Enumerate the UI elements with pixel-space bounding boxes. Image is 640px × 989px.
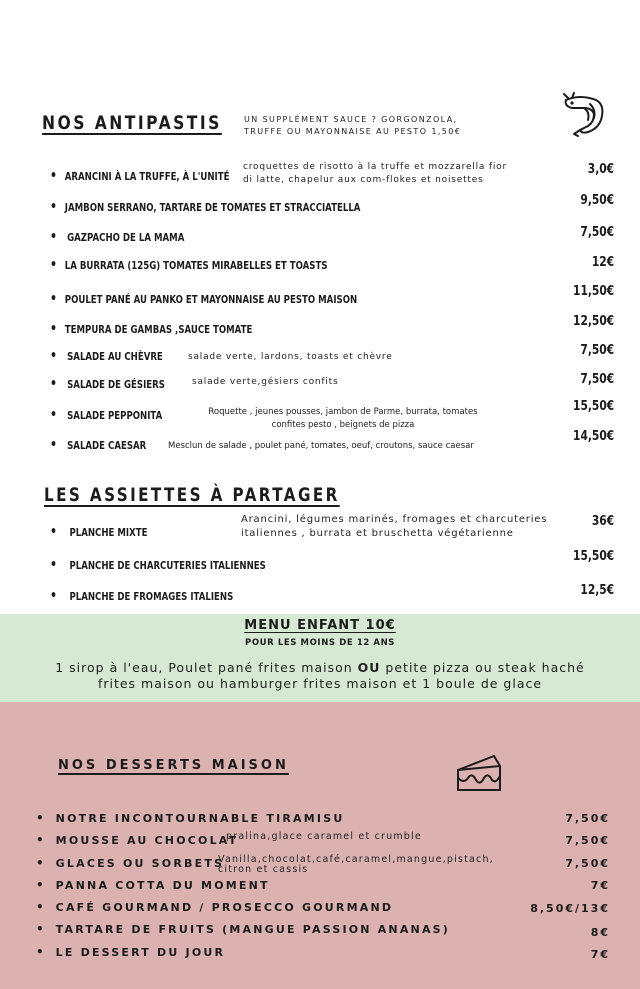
- antipasti-item: • ARANCINI À LA TRUFFE, À L'UNITÉ: [50, 168, 230, 184]
- dessert-price: 7€: [590, 879, 610, 892]
- assiette-item: • PLANCHE DE CHARCUTERIES ITALIENNES: [50, 557, 266, 573]
- desserts-title: NOS DESSERTS MAISON: [58, 758, 289, 773]
- antipastis-supplement-note: [244, 114, 461, 138]
- antipasti-price: 15,50€: [572, 399, 614, 414]
- dessert-item: • NOTRE INCONTOURNABLE TIRAMISU: [36, 811, 345, 825]
- antipasti-item: • JAMBON SERRANO, TARTARE DE TOMATES ET STRACCIATELLA: [50, 199, 361, 215]
- dessert-price: 7,50€: [565, 857, 610, 870]
- antipasti-item: • TEMPURA DE GAMBAS ,SAUCE TOMATE: [50, 321, 253, 337]
- menu-enfant-description: 1 sirop à l'eau, Poulet pané frites maison OU petite pizza ou steak haché frites maison ou hamburger frites maison et 1 boule de glace: [55, 660, 585, 691]
- dessert-item: • PANNA COTTA DU MOMENT: [36, 878, 270, 892]
- assiette-item: • PLANCHE MIXTE: [50, 524, 148, 540]
- dessert-desc: Vanilla,chocolat,café,caramel,mangue,pistach, citron et cassis: [218, 854, 494, 875]
- assiette-desc: Arancini, légumes marinés, fromages et charcuteries italiennes , burrata et bruschetta végétarienne: [241, 514, 548, 539]
- assiette-price: 36€: [591, 514, 614, 529]
- cake-slice-icon: [454, 752, 504, 796]
- antipastis-title: NOS ANTIPASTIS: [42, 112, 222, 134]
- antipasti-item: • LA BURRATA (125G) TOMATES MIRABELLES ET TOASTS: [50, 257, 328, 273]
- supplement-note-line2: TRUFFE OU MAYONNAISE AU PESTO 1,50€: [244, 127, 462, 136]
- dessert-item: • GLACES OU SORBETS: [36, 856, 225, 870]
- menu-enfant-title: MENU ENFANT 10€: [244, 618, 396, 633]
- antipasti-price: 7,50€: [580, 343, 614, 358]
- dessert-item: • CAFÉ GOURMAND / PROSECCO GOURMAND: [36, 900, 394, 914]
- antipasti-item: • SALADE PEPPONITA: [50, 407, 163, 423]
- dessert-price: 7,50€: [565, 834, 610, 847]
- antipasti-price: 11,50€: [572, 284, 614, 299]
- antipasti-desc: Mesclun de salade , poulet pané, tomates, oeuf, croutons, sauce caesar: [168, 441, 474, 451]
- antipasti-desc: salade verte,gésiers confits: [192, 377, 339, 387]
- antipasti-item: • SALADE AU CHÈVRE: [50, 348, 163, 364]
- dessert-price: 8€: [590, 926, 610, 939]
- assiette-item: • PLANCHE DE FROMAGES ITALIENS: [50, 588, 234, 604]
- menu-enfant-subtitle: POUR LES MOINS DE 12 ANS: [244, 638, 396, 648]
- antipasti-price: 12€: [591, 255, 614, 270]
- dessert-desc: pralina,glace caramel et crumble: [226, 831, 422, 842]
- dessert-item: • LE DESSERT DU JOUR: [36, 945, 226, 959]
- antipasti-price: 7,50€: [580, 372, 614, 387]
- antipasti-price: 3,0€: [587, 162, 614, 177]
- antipasti-item: • SALADE DE GÉSIERS: [50, 376, 165, 392]
- antipasti-desc: salade verte, lardons, toasts et chèvre: [188, 352, 393, 362]
- antipasti-item: • POULET PANÉ AU PANKO ET MAYONNAISE AU PESTO MAISON: [50, 291, 358, 307]
- dessert-price: 7€: [590, 948, 610, 961]
- antipasti-desc: croquettes de risotto à la truffe et mozzarella fior di latte, chapelur aux com-flokes et noisettes: [243, 162, 507, 185]
- antipasti-price: 12,50€: [572, 314, 614, 329]
- antipasti-price: 14,50€: [572, 429, 614, 444]
- dessert-price: 7,50€: [565, 812, 610, 825]
- shrimp-icon: [560, 92, 608, 138]
- antipasti-price: 9,50€: [580, 193, 614, 208]
- assiettes-title: LES ASSIETTES À PARTAGER: [44, 484, 340, 506]
- antipasti-item: • SALADE CAESAR: [50, 437, 147, 453]
- antipasti-item: • GAZPACHO DE LA MAMA: [50, 229, 185, 245]
- dessert-price: 8,50€/13€: [530, 902, 610, 915]
- antipasti-desc: Roquette , jeunes pousses, jambon de Parme, burrata, tomates confites pesto , beignets de pizza: [208, 407, 478, 430]
- assiette-price: 15,50€: [572, 549, 614, 564]
- dessert-item: • MOUSSE AU CHOCOLAT: [36, 833, 239, 847]
- assiette-price: 12,5€: [580, 583, 614, 598]
- antipasti-price: 7,50€: [580, 225, 614, 240]
- supplement-note-line1: UN SUPPLÉMENT SAUCE ? GORGONZOLA,: [244, 115, 458, 124]
- dessert-item: • TARTARE DE FRUITS (MANGUE PASSION ANANAS): [36, 922, 451, 936]
